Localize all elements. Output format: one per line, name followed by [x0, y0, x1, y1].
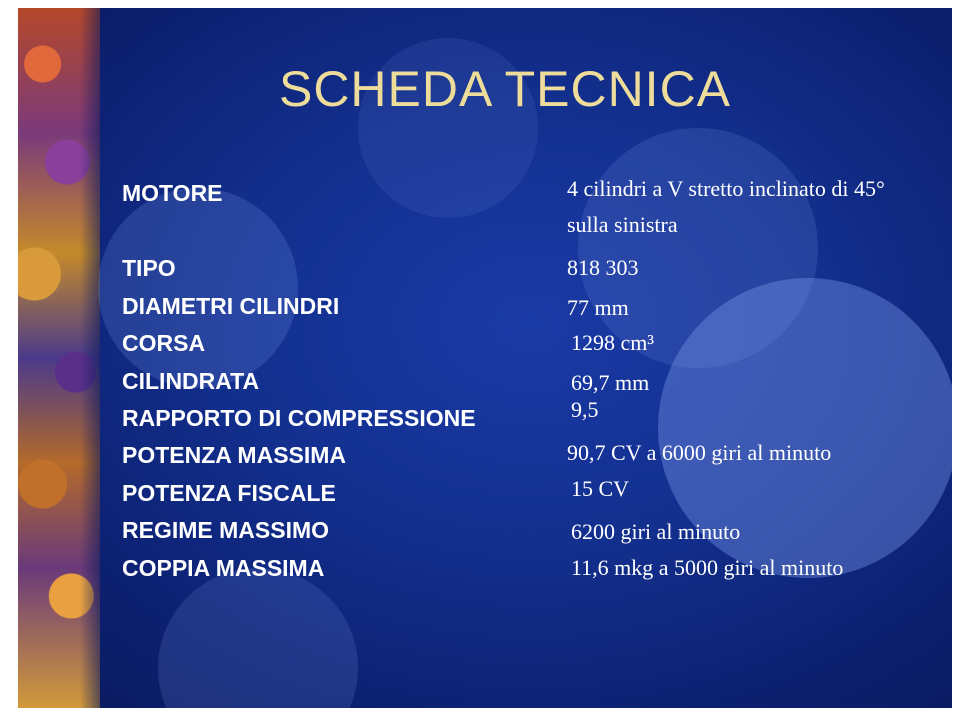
spec-label: CILINDRATA — [122, 368, 260, 394]
spec-row-motore — [18, 176, 952, 237]
spec-value: 818 303 — [567, 255, 639, 280]
spec-row-coppia-massima — [18, 551, 952, 585]
spec-value: 4 cilindri a V stretto inclinato di 45° — [567, 176, 885, 201]
spec-label: TIPO — [122, 255, 176, 281]
spec-value: 9,5 — [571, 397, 599, 422]
spec-value: 6200 giri al minuto — [571, 519, 741, 544]
gear-icon — [158, 568, 358, 708]
spec-label: POTENZA MASSIMA — [122, 442, 347, 468]
spec-label: POTENZA FISCALE — [122, 480, 336, 506]
spec-row-regime-massimo — [18, 513, 952, 547]
spec-value: 15 CV — [571, 476, 630, 501]
spec-value: 1298 cm³ — [571, 330, 654, 355]
spec-label: MOTORE — [122, 180, 223, 206]
spec-row-tipo — [18, 251, 952, 285]
spec-row-potenza-fiscale — [18, 476, 952, 510]
spec-value: 77 mm — [567, 295, 629, 320]
spec-value: 69,7 mm — [571, 370, 650, 395]
slide-title: SCHEDA TECNICA — [278, 61, 732, 117]
spec-label: RAPPORTO DI COMPRESSIONE — [122, 405, 476, 431]
spec-value: 11,6 mkg a 5000 giri al minuto — [571, 555, 844, 580]
slide — [18, 8, 952, 708]
spec-row-potenza-massima — [18, 438, 952, 472]
spec-value: 90,7 CV a 6000 giri al minuto — [567, 440, 832, 465]
spec-row-corsa — [18, 326, 952, 360]
spec-label: COPPIA MASSIMA — [122, 555, 325, 581]
spec-label: DIAMETRI CILINDRI — [122, 293, 340, 319]
spec-row-rapporto-compressione — [18, 397, 952, 435]
spec-row-diametri-cilindri — [18, 289, 952, 323]
spec-value-line2: sulla sinistra — [567, 212, 678, 237]
spec-label: REGIME MASSIMO — [122, 517, 330, 543]
spec-label: CORSA — [122, 330, 206, 356]
